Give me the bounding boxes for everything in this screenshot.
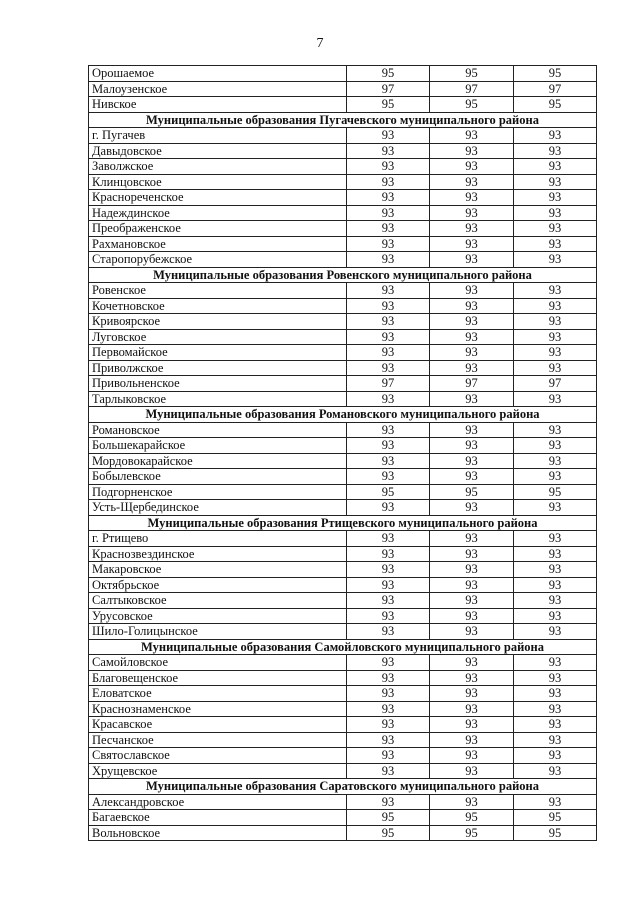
value-cell-3: 93 bbox=[514, 438, 597, 454]
section-header-row bbox=[89, 515, 597, 531]
municipality-name: Романовское bbox=[89, 422, 347, 438]
municipality-name: Благовещенское bbox=[89, 670, 347, 686]
municipality-name: Клинцовское bbox=[89, 174, 347, 190]
value-cell-2: 97 bbox=[430, 376, 514, 392]
value-cell-3: 93 bbox=[514, 763, 597, 779]
municipality-name: Луговское bbox=[89, 329, 347, 345]
value-cell-2: 93 bbox=[430, 577, 514, 593]
value-cell-1: 93 bbox=[347, 345, 430, 361]
municipality-name: Надеждинское bbox=[89, 205, 347, 221]
table-row bbox=[89, 66, 597, 82]
value-cell-1: 93 bbox=[347, 701, 430, 717]
value-cell-2: 93 bbox=[430, 143, 514, 159]
municipality-name: Вольновское bbox=[89, 825, 347, 841]
value-cell-3: 93 bbox=[514, 128, 597, 144]
table-row bbox=[89, 469, 597, 485]
value-cell-3: 93 bbox=[514, 670, 597, 686]
municipality-name: Макаровское bbox=[89, 562, 347, 578]
table-row bbox=[89, 701, 597, 717]
value-cell-3: 93 bbox=[514, 469, 597, 485]
value-cell-2: 97 bbox=[430, 81, 514, 97]
value-cell-3: 93 bbox=[514, 608, 597, 624]
value-cell-2: 93 bbox=[430, 360, 514, 376]
table-row bbox=[89, 236, 597, 252]
value-cell-3: 93 bbox=[514, 252, 597, 268]
value-cell-1: 93 bbox=[347, 593, 430, 609]
municipality-name: Краснознаменское bbox=[89, 701, 347, 717]
value-cell-1: 93 bbox=[347, 763, 430, 779]
section-header-row bbox=[89, 112, 597, 128]
value-cell-3: 93 bbox=[514, 298, 597, 314]
value-cell-1: 93 bbox=[347, 732, 430, 748]
value-cell-3: 93 bbox=[514, 422, 597, 438]
municipality-name: Хрущевское bbox=[89, 763, 347, 779]
value-cell-2: 93 bbox=[430, 686, 514, 702]
value-cell-1: 93 bbox=[347, 298, 430, 314]
value-cell-3: 93 bbox=[514, 593, 597, 609]
value-cell-1: 93 bbox=[347, 252, 430, 268]
value-cell-2: 93 bbox=[430, 546, 514, 562]
value-cell-2: 93 bbox=[430, 221, 514, 237]
value-cell-2: 93 bbox=[430, 748, 514, 764]
value-cell-2: 93 bbox=[430, 159, 514, 175]
table-row bbox=[89, 717, 597, 733]
municipality-name: Приволжское bbox=[89, 360, 347, 376]
value-cell-1: 93 bbox=[347, 391, 430, 407]
value-cell-3: 93 bbox=[514, 531, 597, 547]
section-title: Муниципальные образования Ровенского муниципального района bbox=[89, 267, 597, 283]
value-cell-1: 97 bbox=[347, 81, 430, 97]
table-row bbox=[89, 732, 597, 748]
table-row bbox=[89, 190, 597, 206]
municipality-name: Салтыковское bbox=[89, 593, 347, 609]
municipality-name: Подгорненское bbox=[89, 484, 347, 500]
municipality-name: Красавское bbox=[89, 717, 347, 733]
municipality-name: Старопорубежское bbox=[89, 252, 347, 268]
value-cell-1: 95 bbox=[347, 66, 430, 82]
value-cell-3: 93 bbox=[514, 221, 597, 237]
value-cell-3: 93 bbox=[514, 174, 597, 190]
table-row bbox=[89, 422, 597, 438]
table-row bbox=[89, 748, 597, 764]
value-cell-1: 93 bbox=[347, 624, 430, 640]
municipality-table bbox=[88, 65, 597, 841]
value-cell-1: 93 bbox=[347, 670, 430, 686]
table-row bbox=[89, 97, 597, 113]
table-row bbox=[89, 81, 597, 97]
table-row bbox=[89, 577, 597, 593]
value-cell-3: 95 bbox=[514, 484, 597, 500]
value-cell-3: 95 bbox=[514, 66, 597, 82]
value-cell-3: 93 bbox=[514, 360, 597, 376]
value-cell-1: 93 bbox=[347, 686, 430, 702]
municipality-name: Ровенское bbox=[89, 283, 347, 299]
municipality-name: Краснореченское bbox=[89, 190, 347, 206]
value-cell-2: 93 bbox=[430, 329, 514, 345]
value-cell-2: 95 bbox=[430, 825, 514, 841]
value-cell-3: 93 bbox=[514, 314, 597, 330]
value-cell-3: 93 bbox=[514, 500, 597, 516]
value-cell-2: 93 bbox=[430, 314, 514, 330]
value-cell-1: 93 bbox=[347, 283, 430, 299]
municipality-name: Бобылевское bbox=[89, 469, 347, 485]
municipality-name: Первомайское bbox=[89, 345, 347, 361]
value-cell-3: 93 bbox=[514, 701, 597, 717]
table-row bbox=[89, 655, 597, 671]
value-cell-2: 95 bbox=[430, 97, 514, 113]
value-cell-2: 93 bbox=[430, 236, 514, 252]
value-cell-3: 95 bbox=[514, 97, 597, 113]
municipality-name: Краснозвездинское bbox=[89, 546, 347, 562]
value-cell-2: 93 bbox=[430, 453, 514, 469]
section-header-row bbox=[89, 267, 597, 283]
value-cell-3: 93 bbox=[514, 143, 597, 159]
value-cell-1: 93 bbox=[347, 717, 430, 733]
table-row bbox=[89, 345, 597, 361]
value-cell-1: 95 bbox=[347, 484, 430, 500]
municipality-name: Мордовокарайское bbox=[89, 453, 347, 469]
municipality-name: Рахмановское bbox=[89, 236, 347, 252]
value-cell-3: 93 bbox=[514, 577, 597, 593]
table-row bbox=[89, 484, 597, 500]
table-row bbox=[89, 624, 597, 640]
value-cell-2: 95 bbox=[430, 66, 514, 82]
municipality-name: Тарлыковское bbox=[89, 391, 347, 407]
value-cell-1: 93 bbox=[347, 143, 430, 159]
municipality-name: Урусовское bbox=[89, 608, 347, 624]
value-cell-1: 93 bbox=[347, 236, 430, 252]
table-row bbox=[89, 438, 597, 454]
value-cell-3: 93 bbox=[514, 546, 597, 562]
table-body bbox=[89, 66, 597, 841]
table-row bbox=[89, 810, 597, 826]
section-header-row bbox=[89, 639, 597, 655]
value-cell-3: 93 bbox=[514, 236, 597, 252]
value-cell-1: 93 bbox=[347, 360, 430, 376]
value-cell-2: 93 bbox=[430, 391, 514, 407]
value-cell-1: 93 bbox=[347, 748, 430, 764]
table-row bbox=[89, 546, 597, 562]
value-cell-1: 93 bbox=[347, 500, 430, 516]
value-cell-1: 93 bbox=[347, 128, 430, 144]
value-cell-1: 93 bbox=[347, 438, 430, 454]
table-row bbox=[89, 174, 597, 190]
value-cell-1: 93 bbox=[347, 531, 430, 547]
value-cell-1: 93 bbox=[347, 174, 430, 190]
value-cell-2: 95 bbox=[430, 810, 514, 826]
value-cell-3: 93 bbox=[514, 686, 597, 702]
value-cell-2: 93 bbox=[430, 500, 514, 516]
value-cell-2: 93 bbox=[430, 701, 514, 717]
value-cell-3: 93 bbox=[514, 794, 597, 810]
value-cell-2: 93 bbox=[430, 190, 514, 206]
municipality-name: Давыдовское bbox=[89, 143, 347, 159]
value-cell-2: 93 bbox=[430, 763, 514, 779]
value-cell-2: 93 bbox=[430, 469, 514, 485]
value-cell-3: 93 bbox=[514, 453, 597, 469]
municipality-name: Малоузенское bbox=[89, 81, 347, 97]
value-cell-2: 93 bbox=[430, 345, 514, 361]
value-cell-3: 93 bbox=[514, 624, 597, 640]
municipality-name: Большекарайское bbox=[89, 438, 347, 454]
value-cell-1: 95 bbox=[347, 810, 430, 826]
value-cell-2: 93 bbox=[430, 205, 514, 221]
value-cell-2: 93 bbox=[430, 283, 514, 299]
section-title: Муниципальные образования Пугачевского муниципального района bbox=[89, 112, 597, 128]
value-cell-2: 93 bbox=[430, 624, 514, 640]
value-cell-1: 95 bbox=[347, 825, 430, 841]
municipality-name: Самойловское bbox=[89, 655, 347, 671]
municipality-name: Орошаемое bbox=[89, 66, 347, 82]
value-cell-2: 93 bbox=[430, 531, 514, 547]
municipality-name: Кривоярское bbox=[89, 314, 347, 330]
value-cell-2: 93 bbox=[430, 128, 514, 144]
value-cell-3: 93 bbox=[514, 283, 597, 299]
table-row bbox=[89, 360, 597, 376]
municipality-name: Еловатское bbox=[89, 686, 347, 702]
value-cell-2: 93 bbox=[430, 438, 514, 454]
value-cell-2: 93 bbox=[430, 298, 514, 314]
value-cell-2: 93 bbox=[430, 174, 514, 190]
municipality-name: г. Пугачев bbox=[89, 128, 347, 144]
value-cell-3: 97 bbox=[514, 376, 597, 392]
value-cell-3: 95 bbox=[514, 825, 597, 841]
value-cell-2: 93 bbox=[430, 655, 514, 671]
value-cell-1: 93 bbox=[347, 562, 430, 578]
table-row bbox=[89, 143, 597, 159]
value-cell-1: 93 bbox=[347, 608, 430, 624]
value-cell-2: 93 bbox=[430, 252, 514, 268]
value-cell-2: 93 bbox=[430, 732, 514, 748]
value-cell-1: 93 bbox=[347, 469, 430, 485]
municipality-name: Святославское bbox=[89, 748, 347, 764]
municipality-name: Заволжское bbox=[89, 159, 347, 175]
value-cell-1: 93 bbox=[347, 221, 430, 237]
value-cell-3: 93 bbox=[514, 159, 597, 175]
table-row bbox=[89, 794, 597, 810]
value-cell-3: 93 bbox=[514, 655, 597, 671]
value-cell-2: 93 bbox=[430, 670, 514, 686]
value-cell-1: 93 bbox=[347, 159, 430, 175]
municipality-name: Привольненское bbox=[89, 376, 347, 392]
value-cell-3: 93 bbox=[514, 732, 597, 748]
municipality-name: Кочетновское bbox=[89, 298, 347, 314]
table-row bbox=[89, 608, 597, 624]
table-row bbox=[89, 314, 597, 330]
table-row bbox=[89, 453, 597, 469]
value-cell-2: 95 bbox=[430, 484, 514, 500]
table-row bbox=[89, 159, 597, 175]
value-cell-3: 93 bbox=[514, 205, 597, 221]
table-row bbox=[89, 670, 597, 686]
municipality-name: Александровское bbox=[89, 794, 347, 810]
municipality-name: Песчанское bbox=[89, 732, 347, 748]
table-row bbox=[89, 686, 597, 702]
value-cell-1: 93 bbox=[347, 314, 430, 330]
value-cell-1: 93 bbox=[347, 453, 430, 469]
table-row bbox=[89, 593, 597, 609]
value-cell-2: 93 bbox=[430, 717, 514, 733]
municipality-name: Преображенское bbox=[89, 221, 347, 237]
value-cell-3: 93 bbox=[514, 190, 597, 206]
municipality-name: г. Ртищево bbox=[89, 531, 347, 547]
value-cell-3: 93 bbox=[514, 562, 597, 578]
municipality-name: Багаевское bbox=[89, 810, 347, 826]
table-row bbox=[89, 531, 597, 547]
table-row bbox=[89, 376, 597, 392]
value-cell-1: 93 bbox=[347, 329, 430, 345]
value-cell-1: 97 bbox=[347, 376, 430, 392]
value-cell-3: 97 bbox=[514, 81, 597, 97]
value-cell-2: 93 bbox=[430, 562, 514, 578]
section-title: Муниципальные образования Ртищевского муниципального района bbox=[89, 515, 597, 531]
section-title: Муниципальные образования Саратовского муниципального района bbox=[89, 779, 597, 795]
value-cell-1: 93 bbox=[347, 794, 430, 810]
municipality-name: Октябрьское bbox=[89, 577, 347, 593]
value-cell-2: 93 bbox=[430, 794, 514, 810]
value-cell-3: 95 bbox=[514, 810, 597, 826]
value-cell-1: 93 bbox=[347, 546, 430, 562]
table-row bbox=[89, 763, 597, 779]
page-number: 7 bbox=[316, 36, 324, 51]
municipality-name: Усть-Щербединское bbox=[89, 500, 347, 516]
table-row bbox=[89, 329, 597, 345]
municipality-name: Нивское bbox=[89, 97, 347, 113]
value-cell-3: 93 bbox=[514, 391, 597, 407]
value-cell-2: 93 bbox=[430, 422, 514, 438]
value-cell-3: 93 bbox=[514, 345, 597, 361]
table-row bbox=[89, 128, 597, 144]
table-row bbox=[89, 252, 597, 268]
value-cell-1: 95 bbox=[347, 97, 430, 113]
value-cell-1: 93 bbox=[347, 577, 430, 593]
municipality-name: Шило-Голицынское bbox=[89, 624, 347, 640]
value-cell-1: 93 bbox=[347, 422, 430, 438]
value-cell-1: 93 bbox=[347, 190, 430, 206]
table-row bbox=[89, 562, 597, 578]
value-cell-3: 93 bbox=[514, 717, 597, 733]
value-cell-3: 93 bbox=[514, 748, 597, 764]
value-cell-3: 93 bbox=[514, 329, 597, 345]
table-row bbox=[89, 825, 597, 841]
table-row bbox=[89, 500, 597, 516]
table-row bbox=[89, 205, 597, 221]
value-cell-2: 93 bbox=[430, 608, 514, 624]
table-row bbox=[89, 221, 597, 237]
table-row bbox=[89, 283, 597, 299]
value-cell-2: 93 bbox=[430, 593, 514, 609]
section-title: Муниципальные образования Романовского муниципального района bbox=[89, 407, 597, 423]
value-cell-1: 93 bbox=[347, 655, 430, 671]
section-header-row bbox=[89, 779, 597, 795]
value-cell-1: 93 bbox=[347, 205, 430, 221]
section-title: Муниципальные образования Самойловского муниципального района bbox=[89, 639, 597, 655]
table-row bbox=[89, 391, 597, 407]
table-row bbox=[89, 298, 597, 314]
section-header-row bbox=[89, 407, 597, 423]
